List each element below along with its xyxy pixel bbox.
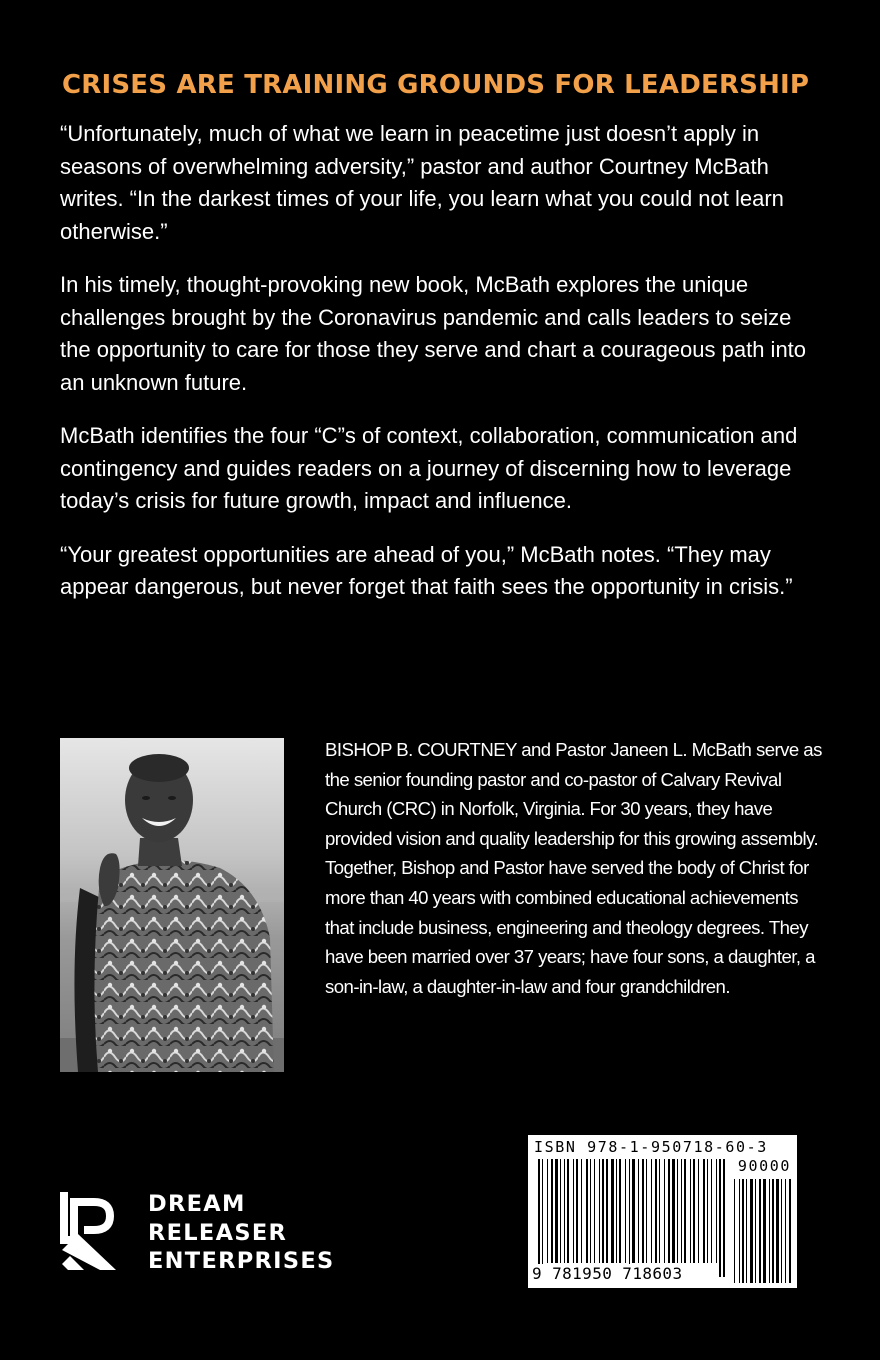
publisher-logo (60, 1190, 360, 1280)
description-paragraph-2: In his timely, thought-provoking new book, McBath explores the unique challenges brought by the Coronavirus pandemic and calls leaders to seize the opportunity to care for those they serve and chart a courageous path into an unknown future. (60, 272, 807, 395)
description-paragraph-1: “Unfortunately, much of what we learn in peacetime just doesn’t apply in seasons of overwhelming adversity,” pastor and author Courtney McBath writes. “In the darkest times of your life, you learn what you could not learn otherwise.” (60, 121, 784, 244)
author-photo (60, 738, 284, 1072)
publisher-name-line-2: RELEASER (148, 1219, 288, 1246)
isbn-label: ISBN 978-1-950718-60-3 (534, 1138, 768, 1156)
description-paragraph-3: McBath identifies the four “C”s of context, collaboration, communication and contingency and guides readers on a journey of discerning how to leverage today’s crisis for future growth, impact and influence. (60, 423, 798, 513)
description-paragraph-4: “Your greatest opportunities are ahead of you,” McBath notes. “They may appear dangerous, but never forget that faith sees the opportunity in crisis.” (60, 541, 793, 599)
description-body (60, 118, 820, 625)
publisher-logo-icon (60, 1190, 124, 1272)
headline: CRISES ARE TRAINING GROUNDS FOR LEADERSHIP (62, 70, 810, 100)
price-addon-code: 90000 (737, 1157, 791, 1175)
isbn-barcode (528, 1135, 797, 1288)
author-bio: BISHOP B. COURTNEY and Pastor Janeen L. McBath serve as the senior founding pastor and co-pastor of Calvary Revival Church (CRC) in Norfolk, Virginia. For 30 years, they have provided vision and quality leadership for this growing assembly. Together, Bishop and Pastor have served the body of Christ for more than 40 years with combined educational achievements that include business, engineering and theology degrees. They have been married over 37 years; have four sons, a daughter, a son-in-law, a daughter-in-law and four grandchildren. (325, 739, 822, 997)
publisher-name-line-1: DREAM (148, 1191, 246, 1217)
ean-number: 9 781950 718603 (532, 1264, 683, 1283)
publisher-name-line-3: ENTERPRISES (148, 1248, 335, 1274)
publisher-name (148, 1190, 335, 1276)
